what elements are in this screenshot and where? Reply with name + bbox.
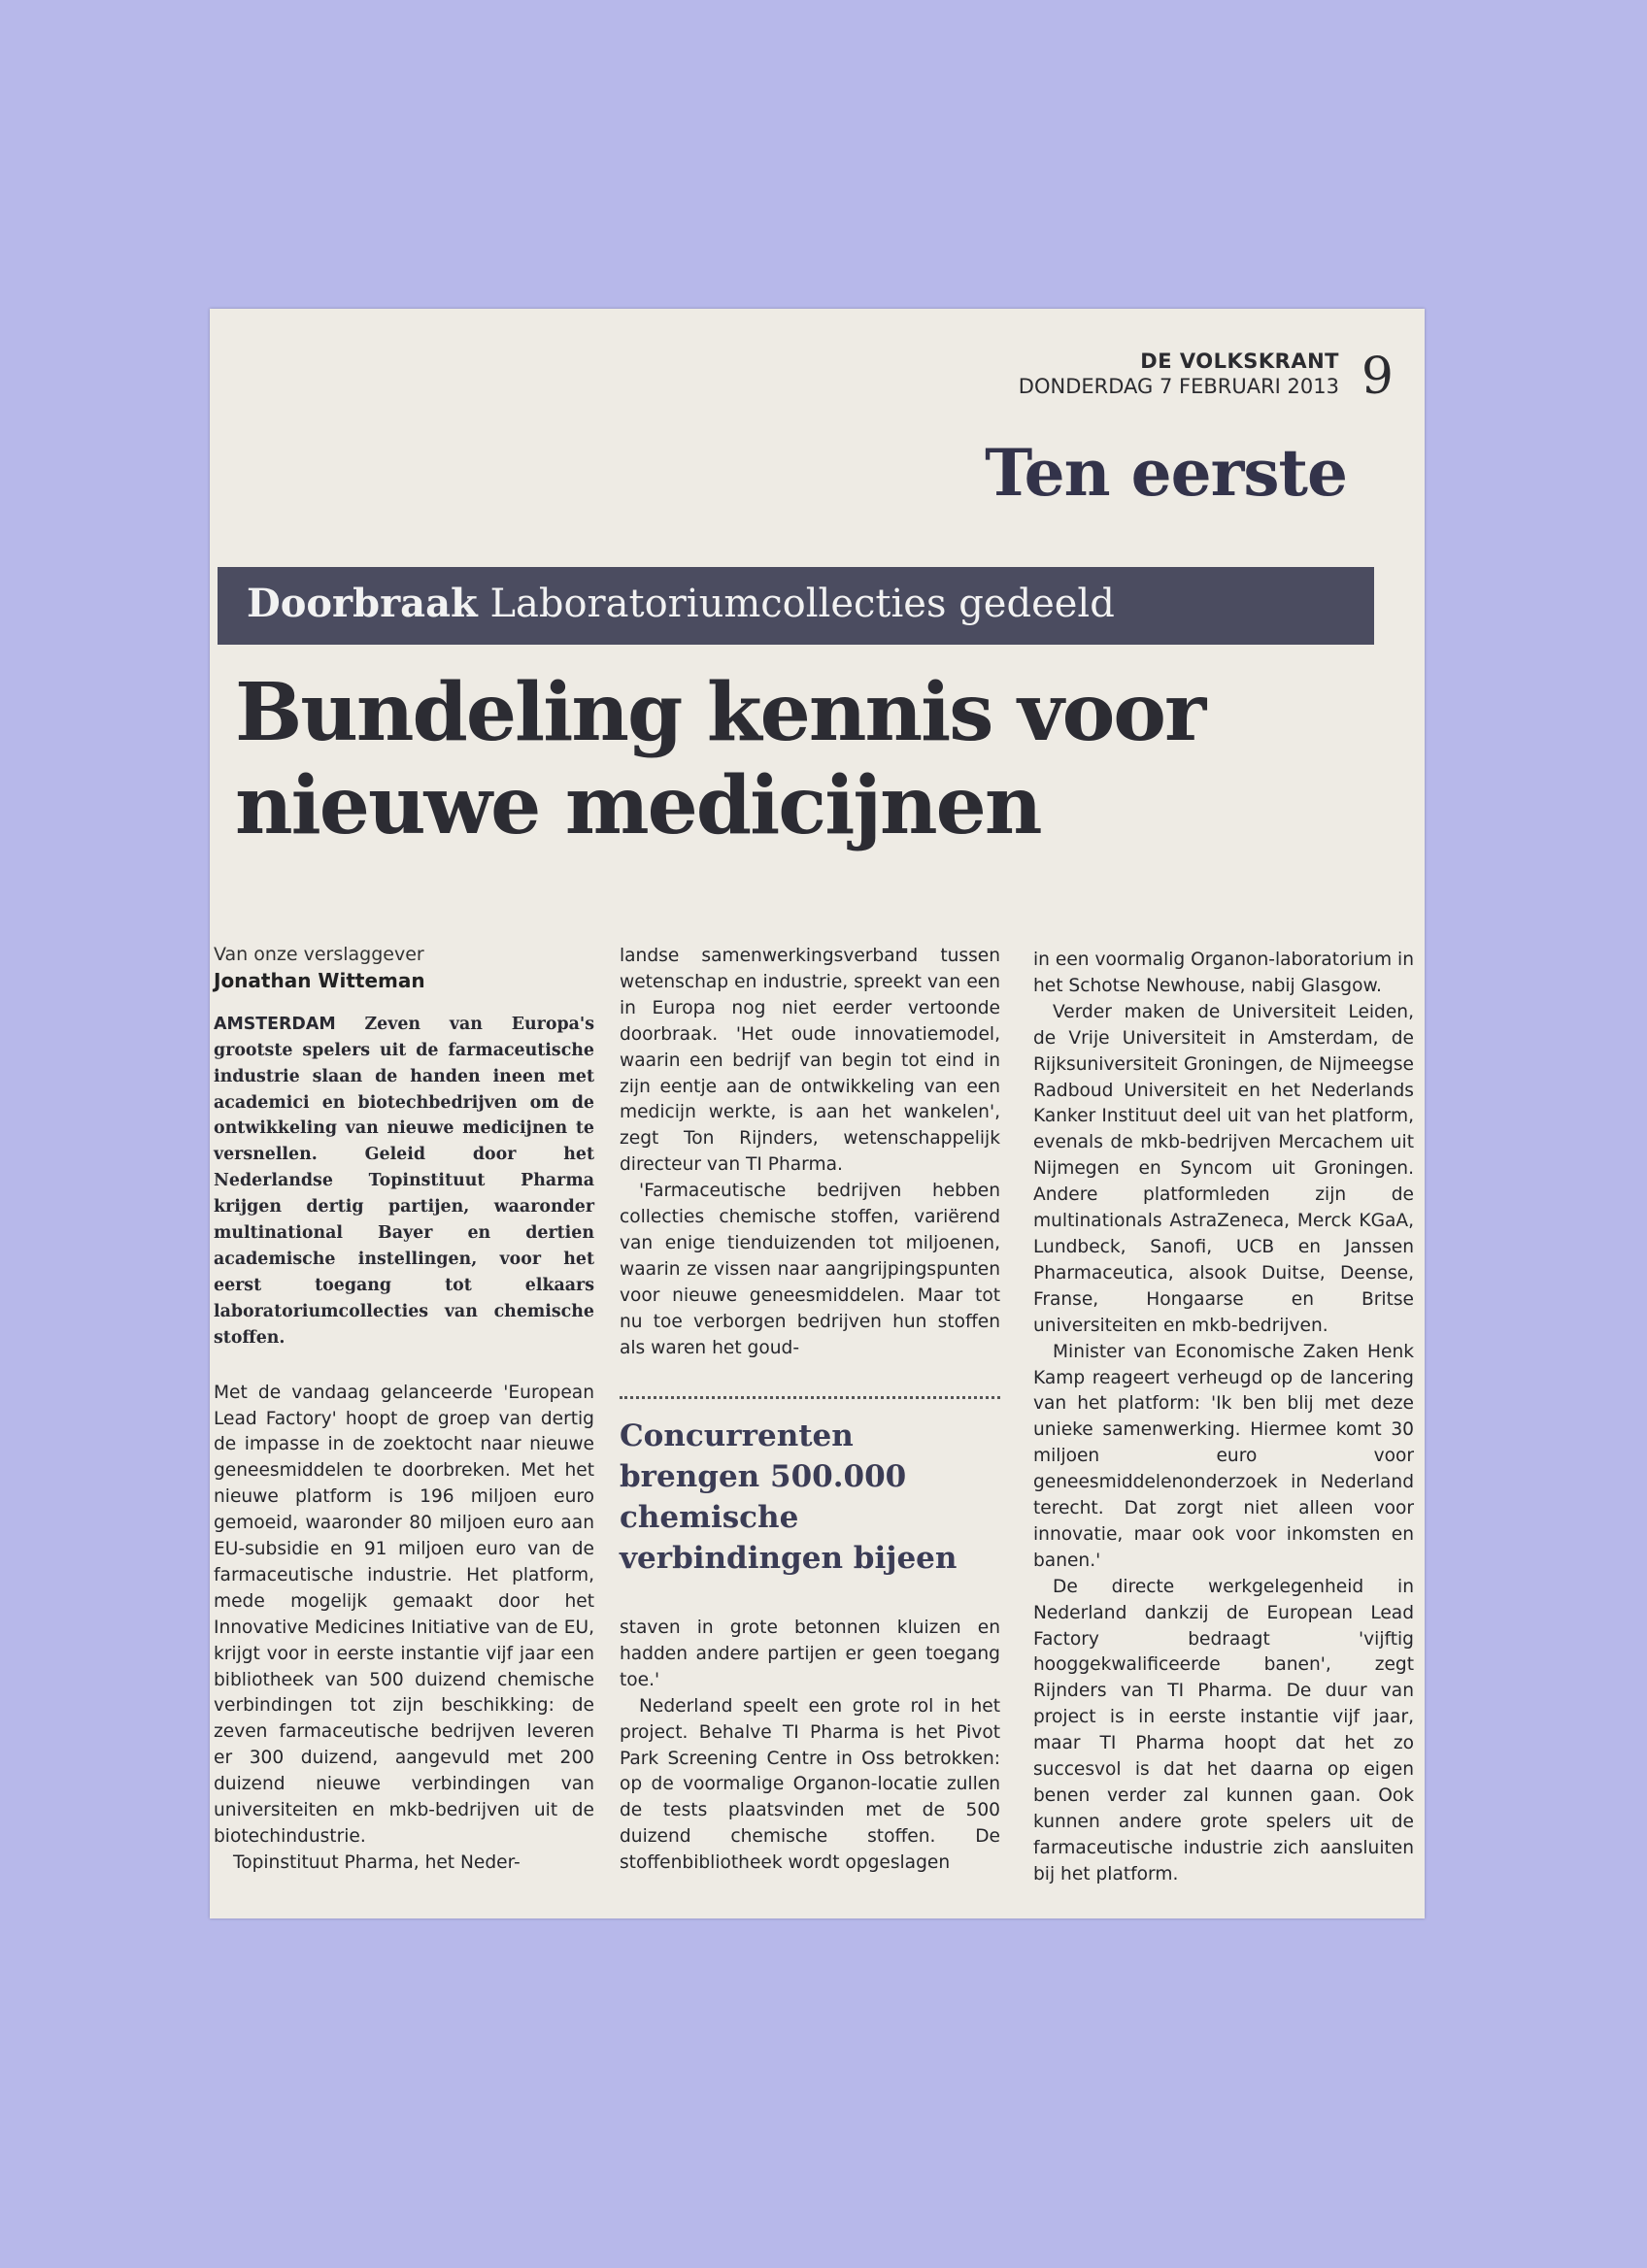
kicker: [247, 581, 1115, 626]
body-paragraph: De directe werkgelegenheid in Nederland dankzij de European Lead Factory bedraagt 'vijftig hooggekwalificeerde banen', zegt Rijnders van TI Pharma. De duur van project is in eerste instantie vijf jaar, maar TI Pharma hoopt dat het zo succesvol is dat het daarna op eigen benen verder zal kunnen gaan. Ook kunnen andere grote spelers uit de farmaceutische industrie zich aansluiten bij het platform.: [1033, 1576, 1414, 1884]
publication-date: DONDERDAG 7 FEBRUARI 2013: [1018, 375, 1339, 398]
section-title: Ten eerste: [985, 435, 1347, 511]
newspaper-name: DE VOLKSKRANT: [1140, 350, 1339, 373]
body-paragraph: landse samenwerkingsverband tussen wetenschap en industrie, spreekt van een in Europa nog niet eerder vertoonde doorbraak. 'Het oude innovatiemodel, waarin een bedrijf van begin tot eind in zijn eentje aan de ontwikkeling van een medicijn werkte, is aan het wankelen', zegt Ton Rijnders, wetenschappelijk directeur van TI Pharma.: [620, 946, 1000, 1176]
kicker-label: Doorbraak: [247, 581, 478, 626]
lead-paragraph: [214, 1012, 594, 1351]
lead-text: Zeven van Europa's grootste spelers uit de farmaceutische industrie slaan de handen ineen met academici en biotechbedrijven om de ontwikkeling van nieuwe medicijnen te versnellen. Geleid door het Nederlandse Topinstituut Pharma krijgen dertig partijen, waaronder multinational Bayer en dertien academische instellingen, voor het eerst toegang tot elkaars laboratoriumcollecties van chemische stoffen.: [214, 1014, 594, 1348]
byline-author: Jonathan Witteman: [214, 968, 425, 992]
body-paragraph: 'Farmaceutische bedrijven hebben collecties chemische stoffen, variërend van enige tienduizenden tot miljoenen, waarin ze vissen naar aangrijpingspunten voor nieuwe geneesmiddelen. Maar tot nu toe verborgen bedrijven hun stoffen als waren het goud-: [620, 1181, 1000, 1358]
article-column-1: [214, 942, 594, 1877]
article-column-2-top: [620, 944, 1000, 1362]
body-paragraph: in een voormalig Organon-laboratorium in het Schotse Newhouse, nabij Glasgow.: [1033, 950, 1414, 996]
body-paragraph: Verder maken de Universiteit Leiden, de Vrije Universiteit in Amsterdam, de Rijksuniversiteit Groningen, de Nijmeegse Radboud Universiteit en het Nederlands Kanker Instituut deel uit van het platform, evenals de mkb-bedrijven Mercachem uit Nijmegen en Syncom uit Groningen. Andere platformleden zijn de multinationals AstraZeneca, Merck KGaA, Lundbeck, Sanofi, UCB en Janssen Pharmaceutica, alsook Duitse, Deense, Franse, Hongaarse en Britse universiteiten en mkb-bedrijven.: [1033, 1001, 1414, 1336]
body-paragraph: Met de vandaag gelanceerde 'European Lead Factory' hoopt de groep van dertig de impasse in de zoektocht naar nieuwe geneesmiddelen te doorbreken. Met het nieuwe platform is 196 miljoen euro gemoeid, waaronder 80 miljoen euro aan EU-subsidie en 91 miljoen euro van de farmaceutische industrie. Het platform, mede mogelijk gemaakt door het Innovative Medicines Initiative van de EU, krijgt voor in eerste instantie vijf jaar een bibliotheek van 500 duizend chemische verbindingen tot zijn beschikking: de zeven farmaceutische bedrijven leveren er 300 duizend, aangevuld met 200 duizend nieuwe verbindingen van universiteiten en mkb-bedrijven uit de biotechindustrie.: [214, 1382, 594, 1847]
dateline: AMSTERDAM: [214, 1014, 336, 1034]
kicker-bar: [218, 567, 1374, 645]
page-number: 9: [1361, 348, 1394, 406]
body-paragraph: staven in grote betonnen kluizen en hadden andere partijen er geen toegang toe.': [620, 1618, 1000, 1690]
byline-label: Van onze verslaggever: [214, 944, 424, 965]
headline: Bundeling kennis voor nieuwe medicijnen: [235, 666, 1205, 852]
kicker-subject: Laboratoriumcollecties gedeeld: [489, 582, 1115, 626]
article-column-3: [1033, 948, 1414, 1888]
body-paragraph: Minister van Economische Zaken Henk Kamp reageert verheugd op de lancering van het platform: 'Ik ben blij met deze unieke samenwerking. Hiermee komt 30 miljoen euro voor geneesmiddelenonderzoek in Nederland terecht. Dat zorgt niet alleen voor innovatie, maar ook voor inkomsten en banen.': [1033, 1341, 1414, 1571]
body-paragraph: Topinstituut Pharma, het Neder-: [233, 1851, 521, 1873]
pull-quote: Concurrenten brengen 500.000 chemische verbindingen bijeen: [620, 1418, 958, 1576]
pull-quote-divider: [620, 1396, 1000, 1399]
article-column-2-bottom: [620, 1616, 1000, 1877]
newspaper-clipping: [210, 309, 1425, 1918]
body-paragraph: Nederland speelt een grote rol in het project. Behalve TI Pharma is het Pivot Park Screening Centre in Oss betrokken: op de voormalige Organon-locatie zullen de tests plaatsvinden met de 500 duizend chemische stoffen. De stoffenbibliotheek wordt opgeslagen: [620, 1695, 1000, 1874]
